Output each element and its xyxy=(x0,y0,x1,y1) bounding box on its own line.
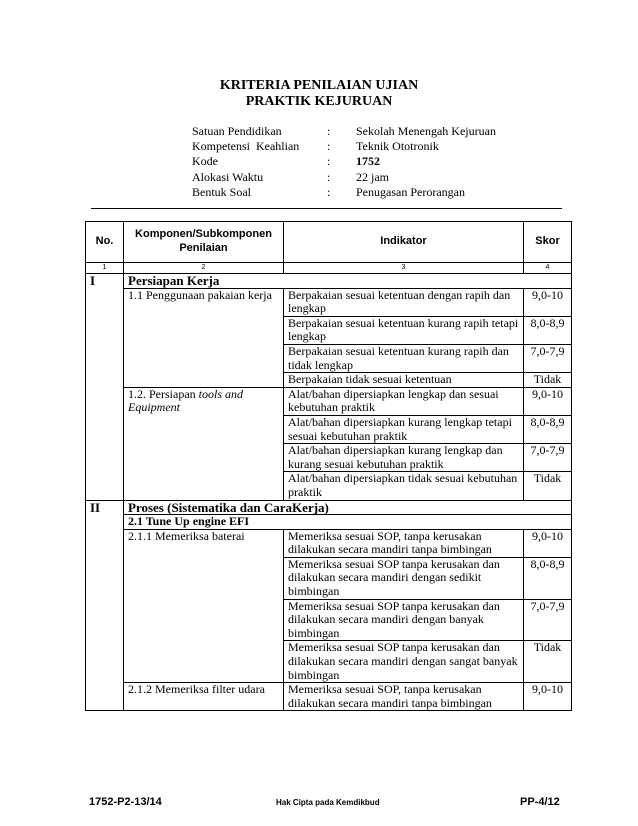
score-cell: 9,0-10 xyxy=(524,529,572,557)
table-row xyxy=(86,683,572,711)
meta-label: Kode xyxy=(192,154,218,169)
component-name: 2.1.1 Memeriksa baterai xyxy=(124,529,284,683)
meta-row-alokasi xyxy=(192,170,556,185)
meta-label: Alokasi Waktu xyxy=(192,169,264,184)
document-metadata xyxy=(192,124,556,200)
meta-colon: : xyxy=(327,169,331,184)
component-name-text: 1.1 Penggunaan pakaian kerja xyxy=(128,287,272,302)
document-title-line1: KRITERIA PENILAIAN UJIAN xyxy=(219,78,419,93)
score-cell: Tidak xyxy=(524,472,572,500)
indicator-cell: Memeriksa sesuai SOP tanpa kerusakan dan dilakukan secara mandiri dengan banyak bimbingan xyxy=(284,599,524,641)
meta-colon: : xyxy=(327,184,331,199)
component-name: 2.1.2 Memeriksa filter udara xyxy=(124,683,284,711)
indicator-cell: Memeriksa sesuai SOP tanpa kerusakan dan dilakukan secara mandiri dengan sedikit bimbingan xyxy=(284,557,524,599)
column-number: 3 xyxy=(284,263,524,274)
indicator-cell: Berpakaian sesuai ketentuan dengan rapih dan lengkap xyxy=(284,288,524,316)
indicator-cell: Alat/bahan dipersiapkan kurang lengkap dan kurang sesuai kebutuhan praktik xyxy=(284,444,524,472)
meta-row-kode xyxy=(192,154,556,169)
indicator-cell: Memeriksa sesuai SOP, tanpa kerusakan dilakukan secara mandiri tanpa bimbingan xyxy=(284,683,524,711)
meta-colon: : xyxy=(327,124,331,138)
section-row xyxy=(86,274,572,289)
column-number-row xyxy=(86,263,572,274)
table-row xyxy=(86,387,572,415)
subsection-row xyxy=(86,515,572,530)
meta-value: Sekolah Menengah Kejuruan xyxy=(356,124,496,138)
score-cell: 7,0-7,9 xyxy=(524,344,572,372)
header-score: Skor xyxy=(524,222,572,263)
component-name-prefix: 1.2. Persiapan xyxy=(128,386,199,401)
footer-copyright: Hak Cipta pada Kemdikbud xyxy=(276,798,380,807)
table-header-row xyxy=(86,222,572,263)
column-number: 1 xyxy=(86,263,124,274)
meta-label: Satuan Pendidikan xyxy=(192,124,282,138)
component-name xyxy=(124,288,284,387)
meta-value: 22 jam xyxy=(356,169,389,184)
column-number: 4 xyxy=(524,263,572,274)
header-component: Komponen/Subkomponen Penilaian xyxy=(124,222,284,263)
meta-row-bentuk xyxy=(192,185,556,200)
score-cell: 9,0-10 xyxy=(524,387,572,415)
section-number: I xyxy=(86,274,124,501)
meta-colon: : xyxy=(327,139,331,154)
meta-value: Teknik Ototronik xyxy=(356,139,439,154)
score-cell: 8,0-8,9 xyxy=(524,415,572,443)
indicator-cell: Alat/bahan dipersiapkan lengkap dan sesuai kebutuhan praktik xyxy=(284,387,524,415)
score-cell: 8,0-8,9 xyxy=(524,557,572,599)
header-divider xyxy=(91,208,562,209)
meta-label: Bentuk Soal xyxy=(192,184,251,199)
indicator-cell: Memeriksa sesuai SOP tanpa kerusakan dan dilakukan secara mandiri dengan sangat banyak bimbingan xyxy=(284,641,524,683)
meta-colon: : xyxy=(327,154,331,169)
component-name xyxy=(124,387,284,500)
score-cell: 9,0-10 xyxy=(524,683,572,711)
column-number: 2 xyxy=(124,263,284,274)
score-cell: Tidak xyxy=(524,641,572,683)
meta-row-satuan xyxy=(192,124,556,139)
section-row xyxy=(86,500,572,515)
score-cell: 7,0-7,9 xyxy=(524,599,572,641)
header-indicator: Indikator xyxy=(284,222,524,263)
indicator-cell: Alat/bahan dipersiapkan kurang lengkap tetapi sesuai kebutuhan praktik xyxy=(284,415,524,443)
footer-code: 1752-P2-13/14 xyxy=(89,796,162,808)
footer-page-number: PP-4/12 xyxy=(520,796,560,808)
subsection-title: 2.1 Tune Up engine EFI xyxy=(124,515,572,530)
score-cell: 8,0-8,9 xyxy=(524,316,572,344)
indicator-cell: Berpakaian sesuai ketentuan kurang rapih tetapi lengkap xyxy=(284,316,524,344)
criteria-table xyxy=(85,221,572,711)
score-cell: Tidak xyxy=(524,373,572,388)
table-row xyxy=(86,288,572,316)
meta-row-kompetensi xyxy=(192,139,556,154)
document-title-line2: PRAKTIK KEJURUAN xyxy=(245,94,393,109)
header-no: No. xyxy=(86,222,124,263)
component-name-italic: tools and Equipment xyxy=(128,386,243,415)
meta-value: 1752 xyxy=(356,154,380,169)
indicator-cell: Berpakaian sesuai ketentuan kurang rapih dan tidak lengkap xyxy=(284,344,524,372)
score-cell: 7,0-7,9 xyxy=(524,444,572,472)
section-title: Proses (Sistematika dan CaraKerja) xyxy=(124,500,572,515)
indicator-cell: Berpakaian tidak sesuai ketentuan xyxy=(284,373,524,388)
section-title: Persiapan Kerja xyxy=(124,274,572,289)
meta-value: Penugasan Perorangan xyxy=(356,184,465,199)
indicator-cell: Memeriksa sesuai SOP, tanpa kerusakan dilakukan secara mandiri tanpa bimbingan xyxy=(284,529,524,557)
section-number: II xyxy=(86,500,124,711)
indicator-cell: Alat/bahan dipersiapkan tidak sesuai kebutuhan praktik xyxy=(284,472,524,500)
score-cell: 9,0-10 xyxy=(524,288,572,316)
table-row xyxy=(86,529,572,557)
meta-label: Kompetensi Keahlian xyxy=(192,139,300,154)
